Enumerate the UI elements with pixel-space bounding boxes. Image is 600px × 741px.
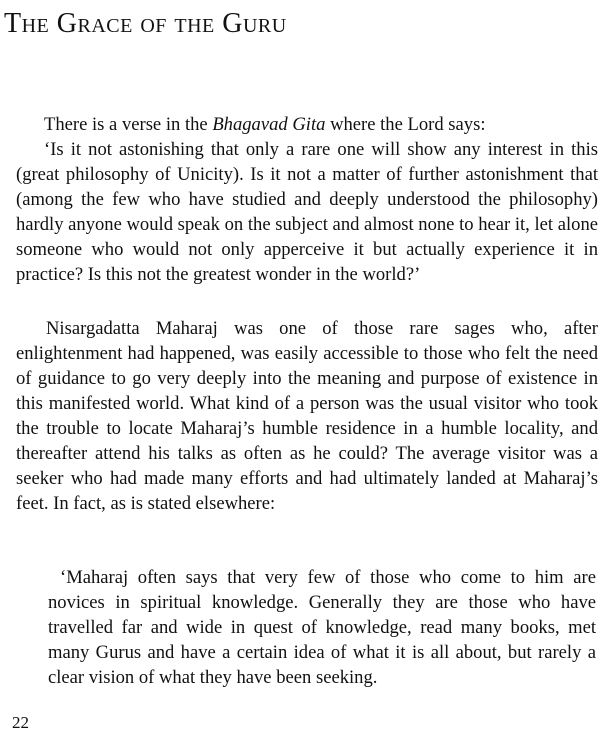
running-head: The Grace of the Guru — [4, 8, 287, 39]
block-quote: ‘Maharaj often says that very few of those who come to him are novices in spiritual knowledge. Generally they are those who have travelled far and wide in quest of knowledge, read many books, met many Gurus and have a certain idea of what it is all about, but rarely a clear vision of what they have been seeking. — [48, 567, 596, 688]
verse-quote: ‘Is it not astonishing that only a rare one will show any interest in this (great philosophy of Unicity). Is it not a matter of further astonishment that (among the few who have studied and deeply understood the philosophy) hardly anyone would speak on the subject and almost none to hear it, let alone someone who would not only apperceive it but actually experience it in practice? Is this not the greatest wonder in the world?’ — [16, 139, 598, 285]
page-number: 22 — [12, 713, 29, 732]
paragraph-maharaj: Nisargadatta Maharaj was one of those rare sages who, after enlightenment had happened, was easily accessible to those who felt the need of guidance to go very deeply into the meaning and purpose of existence in this manifested world. What kind of a person was the usual visitor who took the trouble to locate Maharaj’s humble residence in a humble locality, and thereafter attend his talks as often as he could? The average visitor was a seeker who had made many efforts and had ultimately landed at Maharaj’s feet. In fact, as is stated elsewhere: — [16, 318, 598, 514]
book-title: Bhagavad Gita — [212, 114, 326, 135]
paragraph-verse — [16, 112, 598, 287]
verse-intro: There is a verse in the Bhagavad Gita where the Lord says: — [44, 114, 486, 135]
